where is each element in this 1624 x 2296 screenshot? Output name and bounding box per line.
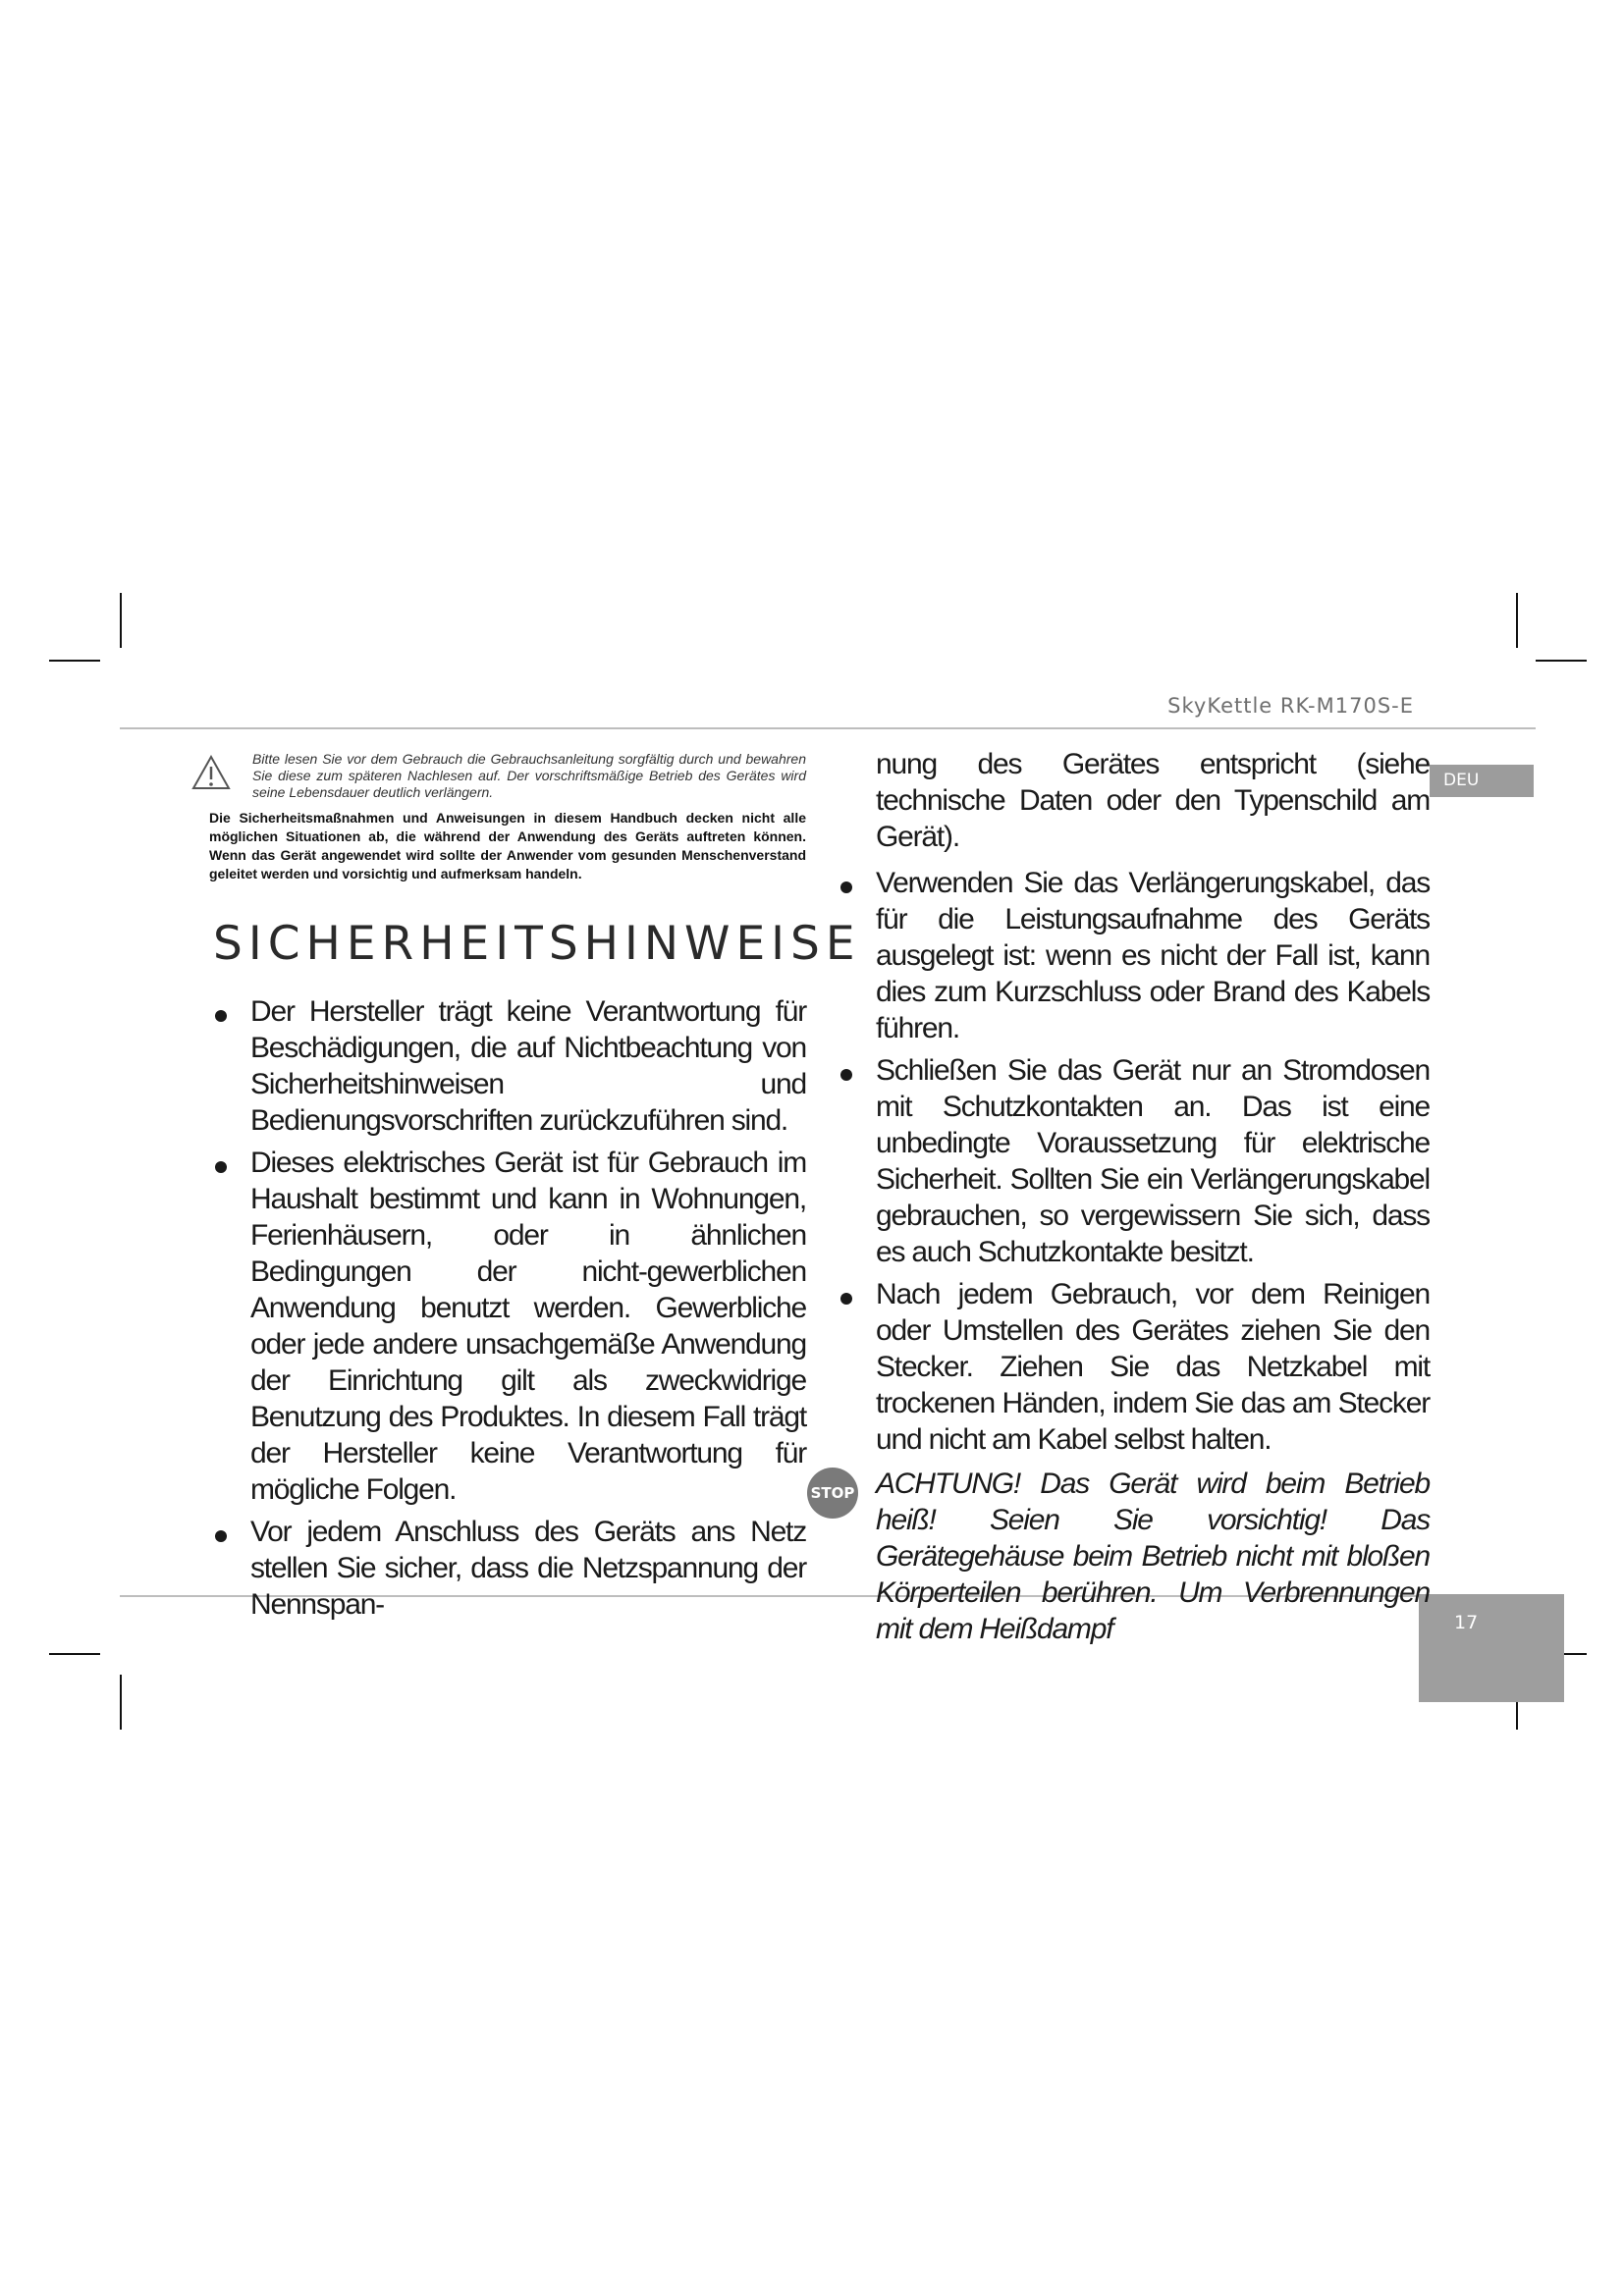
- list-item-text: Dieses elektrisches Gerät ist für Gebrauch im Haushalt bestimmt und kann in Wohnungen, Ferienhäusern, oder in ähnlichen Bedingungen der nicht-gewerblichen Anwendung benutzt werden. Gewerbliche oder jede andere unsachgemäße Anwendung der Einrichtung gilt als zweckwidrige Benutzung des Produktes. In diesem Fall trägt der Hersteller keine Verantwortung für mögliche Folgen.: [250, 1147, 806, 1506]
- header-model-title: SkyKettle RK-M170S-E: [1167, 694, 1414, 718]
- list-item-text: Schließen Sie das Gerät nur an Stromdosen mit Schutzkontakten an. Das ist eine unbedingte Voraussetzung für elektrische Sicherheit. Sollten Sie ein Verlängerungskabel gebrauchen, so vergewissern Sie sich, dass es auch Schutzkontakte besitzt.: [876, 1054, 1430, 1268]
- list-item-text: Verwenden Sie das Verlängerungskabel, das für die Leistungsaufnahme des Geräts ausgelegt ist: wenn es nicht der Fall ist, kann dies zum Kurzschluss oder Brand des Kabels führen.: [876, 867, 1430, 1044]
- stop-warning-text: ACHTUNG! Das Gerät wird beim Betrieb heiß! Seien Sie vorsichtig! Das Gerätegehäuse beim Betrieb nicht mit bloßen Körperteilen berühren. Um Verbrennungen mit dem Heißdampf: [876, 1468, 1430, 1645]
- right-bullet-list: [835, 865, 1430, 1458]
- crop-mark-top-left-horizontal: [49, 660, 100, 662]
- crop-mark-top-right-horizontal: [1536, 660, 1587, 662]
- language-badge: DEU: [1430, 765, 1534, 797]
- stop-warning-note: [810, 1466, 1430, 1647]
- bullet-dot-icon: [215, 1530, 227, 1542]
- bullet-dot-icon: [840, 1069, 852, 1081]
- crop-mark-top-right-vertical: [1516, 593, 1518, 648]
- list-item: [209, 993, 806, 1139]
- bullet-dot-icon: [215, 1010, 227, 1022]
- list-item: [835, 1276, 1430, 1458]
- page-number: 17: [1454, 1612, 1479, 1633]
- stop-icon: STOP: [807, 1468, 858, 1519]
- list-item: [835, 865, 1430, 1046]
- crop-mark-bottom-left-vertical: [120, 1675, 122, 1730]
- intro-block: [209, 751, 806, 883]
- page-number-box: [1419, 1594, 1564, 1702]
- continued-item-text: nung des Gerätes entspricht (siehe technische Daten oder den Typenschild am Gerät).: [876, 748, 1430, 853]
- left-bullet-list: [209, 993, 806, 1623]
- crop-mark-top-left-vertical: [120, 593, 122, 648]
- crop-mark-bottom-left-horizontal: [49, 1653, 100, 1655]
- bullet-dot-icon: [840, 1293, 852, 1305]
- intro-italic-note: Bitte lesen Sie vor dem Gebrauch die Gebrauchsanleitung sorgfältig durch und bewahren Sie diese zum späteren Nachlesen auf. Der vorschriftsmäßige Betrieb des Gerätes wird seine Lebensdauer deutlich verlängern.: [252, 751, 806, 800]
- list-item-text: Vor jedem Anschluss des Geräts ans Netz stellen Sie sicher, dass die Netzspannung der Nennspan-: [250, 1516, 806, 1621]
- list-item: [209, 1145, 806, 1508]
- header-divider: [120, 727, 1536, 729]
- section-title: SICHERHEITSHINWEISE: [213, 917, 861, 971]
- list-item: [835, 1052, 1430, 1270]
- list-item-text: Der Hersteller trägt keine Verantwortung für Beschädigungen, die auf Nichtbeachtung von Sicherheitshinweisen und Bedienungsvorschriften zurückzuführen sind.: [250, 995, 806, 1137]
- bullet-dot-icon: [215, 1161, 227, 1173]
- right-column: [810, 746, 1430, 1647]
- list-item-text: Nach jedem Gebrauch, vor dem Reinigen oder Umstellen des Gerätes ziehen Sie den Stecker. Ziehen Sie das Netzkabel mit trockenen Händen, indem Sie das am Stecker und nicht am Kabel selbst halten.: [876, 1278, 1430, 1456]
- bullet-dot-icon: [840, 881, 852, 893]
- warning-triangle-icon: [191, 755, 231, 790]
- intro-bold-note: Die Sicherheitsmaßnahmen und Anweisungen in diesem Handbuch decken nicht alle möglichen Situationen ab, die während der Anwendung des Geräts auftreten können. Wenn das Gerät angewendet wird sollte der Anwender vom gesunden Menschenverstand geleitet werden und vorsichtig und aufmerksam handeln.: [209, 810, 806, 881]
- list-item: [209, 1514, 806, 1623]
